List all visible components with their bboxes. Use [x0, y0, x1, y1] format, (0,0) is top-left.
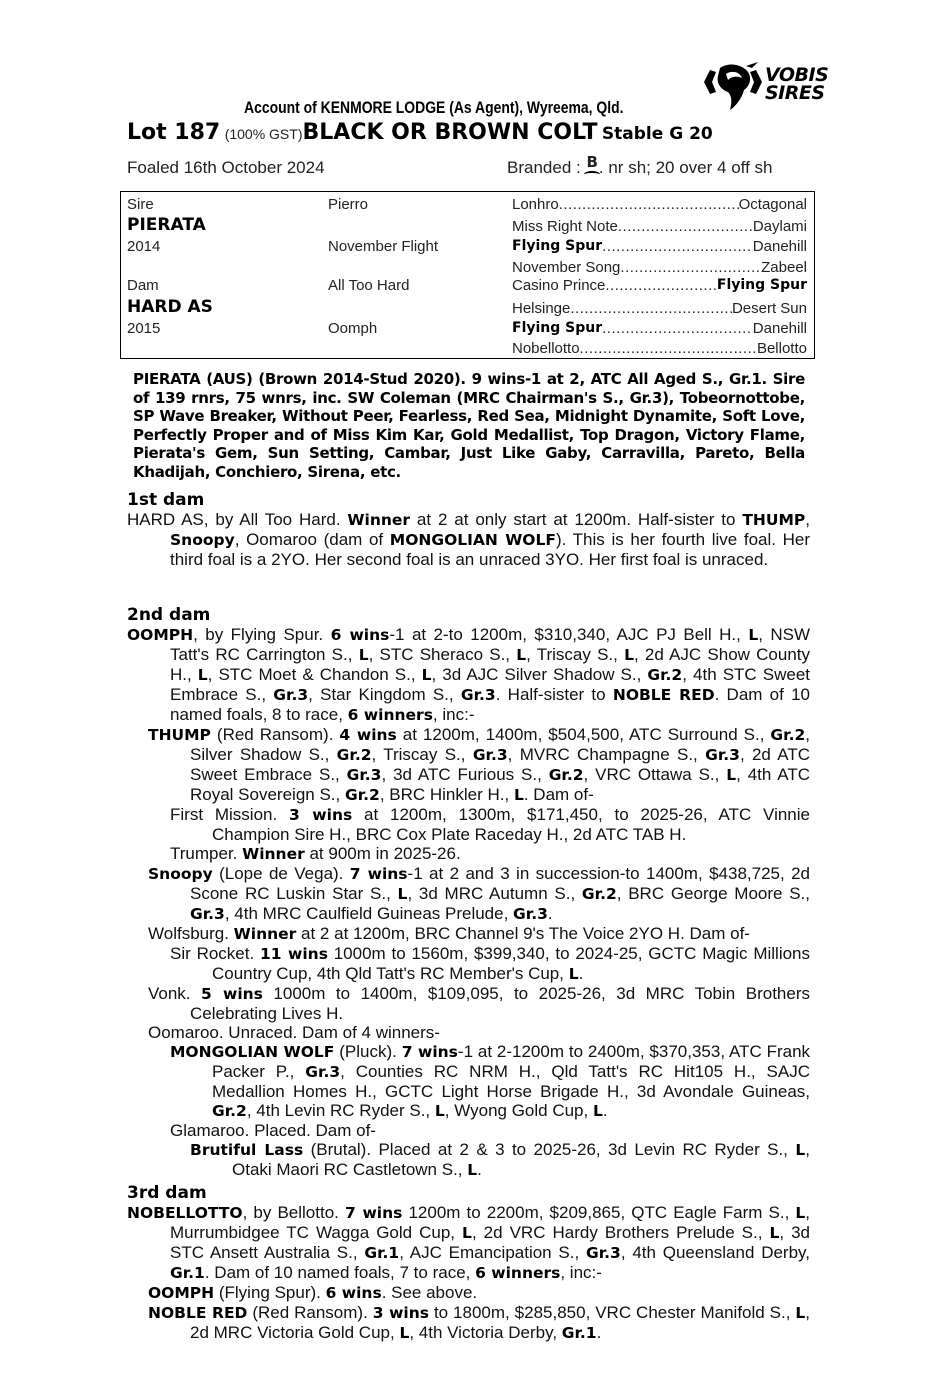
granddam-sire: Zabeel [761, 259, 807, 276]
text: , Otaki Maori RC Castletown S., [232, 1140, 810, 1179]
text: 1200m to 2200m, $209,865, QTC Eagle Farm S., [402, 1203, 796, 1222]
bold-text: MONGOLIAN WOLF [170, 1043, 335, 1061]
text: at 900m in 2025-26. [304, 844, 461, 863]
text: , STC Moet & Chandon S., [207, 665, 422, 684]
paragraph-list [127, 625, 810, 1180]
grandparent-row [512, 259, 807, 276]
grandparent-row [512, 218, 807, 235]
text: , [805, 510, 811, 529]
text: at 1200m, 1300m, $171,450, to 2025-26, ATC Vinnie Champion Sire H., BRC Cox Plate Raceday H., 2d ATC TAB H. [212, 805, 810, 844]
bold-text: OOMPH [127, 626, 194, 644]
bold-text: Gr.3 [190, 905, 225, 923]
text: , 3d ATC Furious S., [381, 765, 549, 784]
section-heading: 1st dam [127, 490, 205, 510]
text: (Red Ransom). [210, 725, 340, 744]
dot-leader [605, 277, 716, 294]
vendor-account: Account of KENMORE LODGE (As Agent), Wyreema, Qld. [244, 98, 624, 117]
text: -1 at 2 and 3 in succession-to 1400m, $438,725, 2d Scone RC Luskin Star S., [190, 864, 811, 903]
bold-text: Gr.2 [647, 666, 683, 684]
text: (Brutal). Placed at 2 & 3 to 2025-26, 3d Levin RC Ryder S., [303, 1140, 796, 1159]
bold-text: 6 winners [347, 706, 433, 724]
produce-record [127, 1303, 810, 1343]
bold-text: Gr.2 [548, 766, 584, 784]
lot-description: BLACK OR BROWN COLT [302, 120, 598, 145]
text: , Triscay S., [526, 645, 625, 664]
dam-name: HARD AS [127, 297, 213, 317]
text: . Dam of- [523, 785, 594, 804]
text: , Wyong Gold Cup, [444, 1101, 593, 1120]
grandsire: Casino Prince [512, 277, 606, 294]
dam-sire: All Too Hard [328, 277, 410, 294]
text: -1 at 2-to 1200m, $310,340, AJC PJ Bell H., [389, 625, 749, 644]
logo-line-2: SIRES [765, 82, 825, 104]
logo-text [765, 66, 828, 102]
text: . [477, 1160, 482, 1179]
bold-text: L [624, 646, 634, 664]
grandsire: Flying Spur [512, 320, 603, 336]
bold-text: 7 wins [344, 1204, 403, 1222]
dot-leader [570, 300, 732, 317]
text: Vonk. [148, 984, 202, 1003]
text: , 2d AJC Show County H., [170, 645, 811, 684]
bold-text: THUMP [148, 726, 211, 744]
grandparent-row [512, 300, 807, 317]
text: (Pluck). [334, 1042, 402, 1061]
first-dam-section [127, 490, 810, 569]
dot-leader [602, 238, 753, 255]
text: . Half-sister to [495, 685, 613, 704]
granddam: November Song [512, 259, 621, 276]
paragraph-list [127, 1203, 810, 1343]
text: , STC Sheraco S., [368, 645, 517, 664]
bold-text: Gr.3 [305, 1063, 341, 1081]
text: at 2 at only start at 1200m. Half-sister to [410, 510, 743, 529]
bold-text: Winner [242, 845, 305, 863]
stable-location: Stable G 20 [601, 124, 713, 144]
bold-text: Gr.3 [585, 1244, 621, 1262]
foaled-date: Foaled 16th October 2024 [127, 158, 325, 177]
bold-text: L [795, 1141, 806, 1159]
granddam-sire: Bellotto [756, 340, 807, 357]
branded-label: Branded : [507, 158, 581, 177]
grandparent-row [512, 277, 807, 294]
bold-text: L [748, 626, 759, 644]
grandparent-row [512, 320, 807, 337]
dam-label: Dam [127, 277, 159, 294]
text: . [547, 904, 553, 923]
brand-info [507, 153, 773, 178]
dam-dam: Oomph [328, 320, 378, 337]
text: , by Flying Spur. [193, 625, 331, 644]
bold-text: L [421, 666, 432, 684]
section-heading: 2nd dam [127, 605, 211, 625]
text: -1 at 2-1200m to 2400m, $370,353, ATC Frank Packer P., [212, 1042, 811, 1081]
bold-text: L [197, 666, 208, 684]
granddam: Helsinge [512, 300, 571, 317]
text: , 4th MRC Caulfield Guineas Prelude, [224, 904, 514, 923]
bold-text: L [462, 1224, 472, 1242]
bold-text: NOBLE RED [612, 686, 715, 704]
produce-record [127, 1121, 810, 1140]
produce-record [127, 984, 810, 1023]
dot-leader [559, 196, 739, 213]
text: at 2 at 1200m, BRC Channel 9's The Voice 2YO H. Dam of- [296, 924, 750, 943]
bold-text: Winner [347, 511, 411, 529]
bold-text: Gr.3 [346, 766, 382, 784]
granddam-sire: Daylami [752, 218, 807, 235]
sire-name: PIERATA [127, 215, 206, 235]
granddam: Miss Right Note [512, 218, 618, 235]
bold-text: L [592, 1102, 603, 1120]
bold-text: L [467, 1161, 478, 1179]
produce-record [127, 944, 810, 984]
text: (Flying Spur). [214, 1283, 326, 1302]
text: , Counties RC NRM H., Qld Tatt's RC Hit105 H., SAJC Medallion Homes H., GCTC Light Horse Brigade H., 3d Avondale Guineas, [212, 1062, 810, 1101]
grandsire-sire: Flying Spur [716, 277, 807, 293]
sire-summary: PIERATA (AUS) (Brown 2014-Stud 2020). 9 wins-1 at 2, ATC All Aged S., Gr.1. Sire of 139 rnrs, 75 wnrs, inc. SW Coleman (MRC Chairman's S., Gr.3), Tobeornottobe, SP Wave Breaker, Without Peer, Fearless, Red Sea, Midnight Dynamite, Soft Love, Perfectly Proper and of Miss Kim Kar, Gold Medallist, Top Dragon, Victory Flame, Pierata's Gem, Sun Setting, Cambar, Just Like Gaby, Carravilla, Pareto, Bella Khadijah, Conchiero, Sirena, etc. [133, 370, 805, 481]
text: 1000m to 1400m, $109,095, to 2025-26, 3d MRC Tobin Brothers Celebrating Lives H. [190, 984, 811, 1023]
grandsire-sire: Octagonal [738, 196, 807, 213]
branded-detail: . nr sh; 20 over 4 off sh [598, 158, 773, 177]
produce-record [127, 1140, 810, 1180]
grandparent-row [512, 340, 807, 357]
grandsire-sire: Danehill [752, 238, 807, 255]
text: , 4th STC Sweet Embrace S., [170, 665, 810, 704]
produce-record [127, 805, 810, 844]
sire-dam: November Flight [328, 238, 439, 255]
text: . See above. [381, 1283, 478, 1302]
text: , BRC Hinkler H., [379, 785, 514, 804]
text: , Oomaroo (dam of [234, 530, 390, 549]
text: , Silver Shadow S., [190, 725, 810, 764]
bold-text: Gr.3 [273, 686, 309, 704]
dam-year: 2015 [127, 320, 161, 337]
grandsire: Lonhro [512, 196, 559, 213]
text: Wolfsburg. [148, 924, 234, 943]
produce-record [127, 864, 810, 924]
text: First Mission. [170, 805, 290, 824]
section-heading: 3rd dam [127, 1183, 207, 1203]
produce-record [127, 625, 810, 725]
text: , 3d AJC Silver Shadow S., [431, 665, 648, 684]
text: . [602, 1101, 608, 1120]
bold-text: Gr.1 [170, 1264, 205, 1282]
text: (Lope de Vega). [212, 864, 350, 883]
bold-text: L [434, 1102, 445, 1120]
bold-text: Gr.3 [460, 686, 496, 704]
bold-text: OOMPH [148, 1284, 215, 1302]
bold-text: L [726, 766, 737, 784]
text: , MVRC Champagne S., [507, 745, 706, 764]
bold-text: Gr.1 [561, 1324, 597, 1342]
bold-text: L [568, 965, 579, 983]
dot-leader [580, 340, 757, 357]
bold-text: L [358, 646, 369, 664]
bold-text: 5 wins [201, 985, 263, 1003]
grandparent-row [512, 196, 807, 213]
bold-text: 7 wins [401, 1043, 458, 1061]
produce-record [127, 510, 810, 569]
text: . [578, 964, 584, 983]
text: , 2d VRC Hardy Brothers Prelude S., [471, 1223, 770, 1242]
bold-text: L [795, 1204, 806, 1222]
bold-text: Gr.2 [212, 1102, 247, 1120]
text: , by Bellotto. [242, 1203, 345, 1222]
text: , inc:- [560, 1263, 602, 1282]
gst-note: (100% GST) [224, 126, 303, 142]
produce-record [127, 844, 810, 864]
text: ). This is her fourth live foal. Her third foal is a 2YO. Her second foal is an unraced 3YO. Her first foal is unraced. [170, 530, 811, 569]
lot-title-line [127, 120, 713, 145]
bold-text: MONGOLIAN WOLF [389, 531, 556, 549]
horse-and-jockey-icon [702, 62, 764, 112]
bold-text: L [397, 885, 408, 903]
produce-record [127, 924, 810, 944]
bold-text: Gr.2 [770, 726, 806, 744]
text: . Dam of 10 named foals, 7 to race, [204, 1263, 476, 1282]
text: 1000m to 1560m, $399,340, to 2024-25, GCTC Magic Millions Country Cup, 4th Qld Tatt's RC Member's Cup, [212, 944, 811, 983]
text: to 1800m, $285,850, VRC Chester Manifold S., [429, 1303, 796, 1322]
bold-text: 4 wins [339, 726, 397, 744]
bold-text: NOBLE RED [148, 1304, 248, 1322]
text: HARD AS, by All Too Hard. [127, 510, 348, 529]
grandsire-sire: Danehill [752, 320, 807, 337]
text: , AJC Emancipation S., [399, 1243, 586, 1262]
text: (Red Ransom). [247, 1303, 373, 1322]
bold-text: NOBELLOTTO [127, 1204, 243, 1222]
produce-record [127, 1283, 810, 1303]
text: Sir Rocket. [170, 944, 260, 963]
sire-year: 2014 [127, 238, 161, 255]
grandparent-row [512, 238, 807, 255]
text: . [596, 1323, 602, 1342]
produce-record [127, 1203, 810, 1283]
bold-text: L [516, 646, 527, 664]
bold-text: Gr.3 [472, 746, 508, 764]
text: at 1200m, 1400m, $504,500, ATC Surround S., [396, 725, 771, 744]
granddam-sire: Desert Sun [731, 300, 807, 317]
bold-text: Gr.3 [705, 746, 740, 764]
produce-record [127, 1023, 810, 1042]
text: , Triscay S., [371, 745, 473, 764]
sire-sire: Pierro [328, 196, 369, 213]
third-dam-section [127, 1183, 810, 1343]
bold-text: L [769, 1224, 780, 1242]
bold-text: Brutiful Lass [190, 1141, 304, 1159]
text: , 4th Queensland Derby, [620, 1243, 810, 1262]
bold-text: Gr.2 [344, 786, 380, 804]
bold-text: Snoopy [170, 531, 235, 549]
lot-number: Lot 187 [127, 120, 221, 145]
bold-text: Snoopy [148, 865, 213, 883]
bold-text: L [513, 786, 524, 804]
bold-text: 7 wins [349, 865, 408, 883]
logo-line-1: VOBIS [765, 64, 829, 86]
text: , VRC Ottawa S., [583, 765, 727, 784]
bold-text: THUMP [742, 511, 806, 529]
granddam: Nobellotto [512, 340, 580, 357]
bold-text: Gr.2 [581, 885, 617, 903]
bold-text: 11 wins [260, 945, 328, 963]
bold-text: 6 winners [475, 1264, 561, 1282]
brand-mark-icon: B [586, 153, 598, 171]
text: Glamaroo. Placed. Dam of- [170, 1121, 376, 1140]
bold-text: Winner [233, 925, 297, 943]
bold-text: Gr.1 [364, 1244, 400, 1262]
text: , Murrumbidgee TC Wagga Gold Cup, [170, 1203, 811, 1242]
text: , 4th ATC Royal Sovereign S., [190, 765, 810, 804]
text: , 3d STC Ansett Australia S., [170, 1223, 811, 1262]
dot-leader [618, 218, 753, 235]
text: Trumper. [170, 844, 243, 863]
text: , BRC George Moore S., [616, 884, 810, 903]
dot-leader [602, 320, 753, 337]
text: Oomaroo. Unraced. Dam of 4 winners- [148, 1023, 440, 1042]
text: , inc:- [432, 705, 475, 724]
produce-record [127, 1042, 810, 1121]
text: , Star Kingdom S., [308, 685, 461, 704]
second-dam-section [127, 605, 810, 1180]
bold-text: Gr.3 [513, 905, 548, 923]
dot-leader [620, 259, 761, 276]
pedigree-table [120, 191, 815, 359]
text: , NSW Tatt's RC Carrington S., [170, 625, 811, 664]
sire-label: Sire [127, 196, 154, 213]
bold-text: 6 wins [330, 626, 390, 644]
grandsire: Flying Spur [512, 238, 603, 254]
bold-text: 3 wins [372, 1304, 430, 1322]
text: . Dam of 10 named foals, 8 to race, [170, 685, 810, 724]
text: , 4th Victoria Derby, [409, 1323, 562, 1342]
produce-record [127, 725, 810, 805]
paragraph-list [127, 510, 810, 569]
bold-text: Gr.2 [336, 746, 372, 764]
text: , 4th Levin RC Ryder S., [246, 1101, 435, 1120]
bold-text: L [399, 1324, 410, 1342]
bold-text: 6 wins [325, 1284, 382, 1302]
bold-text: L [795, 1304, 806, 1322]
text: , 2d ATC Sweet Embrace S., [190, 745, 810, 784]
bold-text: 3 wins [289, 806, 353, 824]
text: , 3d MRC Autumn S., [407, 884, 582, 903]
text: , 2d MRC Victoria Gold Cup, [190, 1303, 810, 1342]
